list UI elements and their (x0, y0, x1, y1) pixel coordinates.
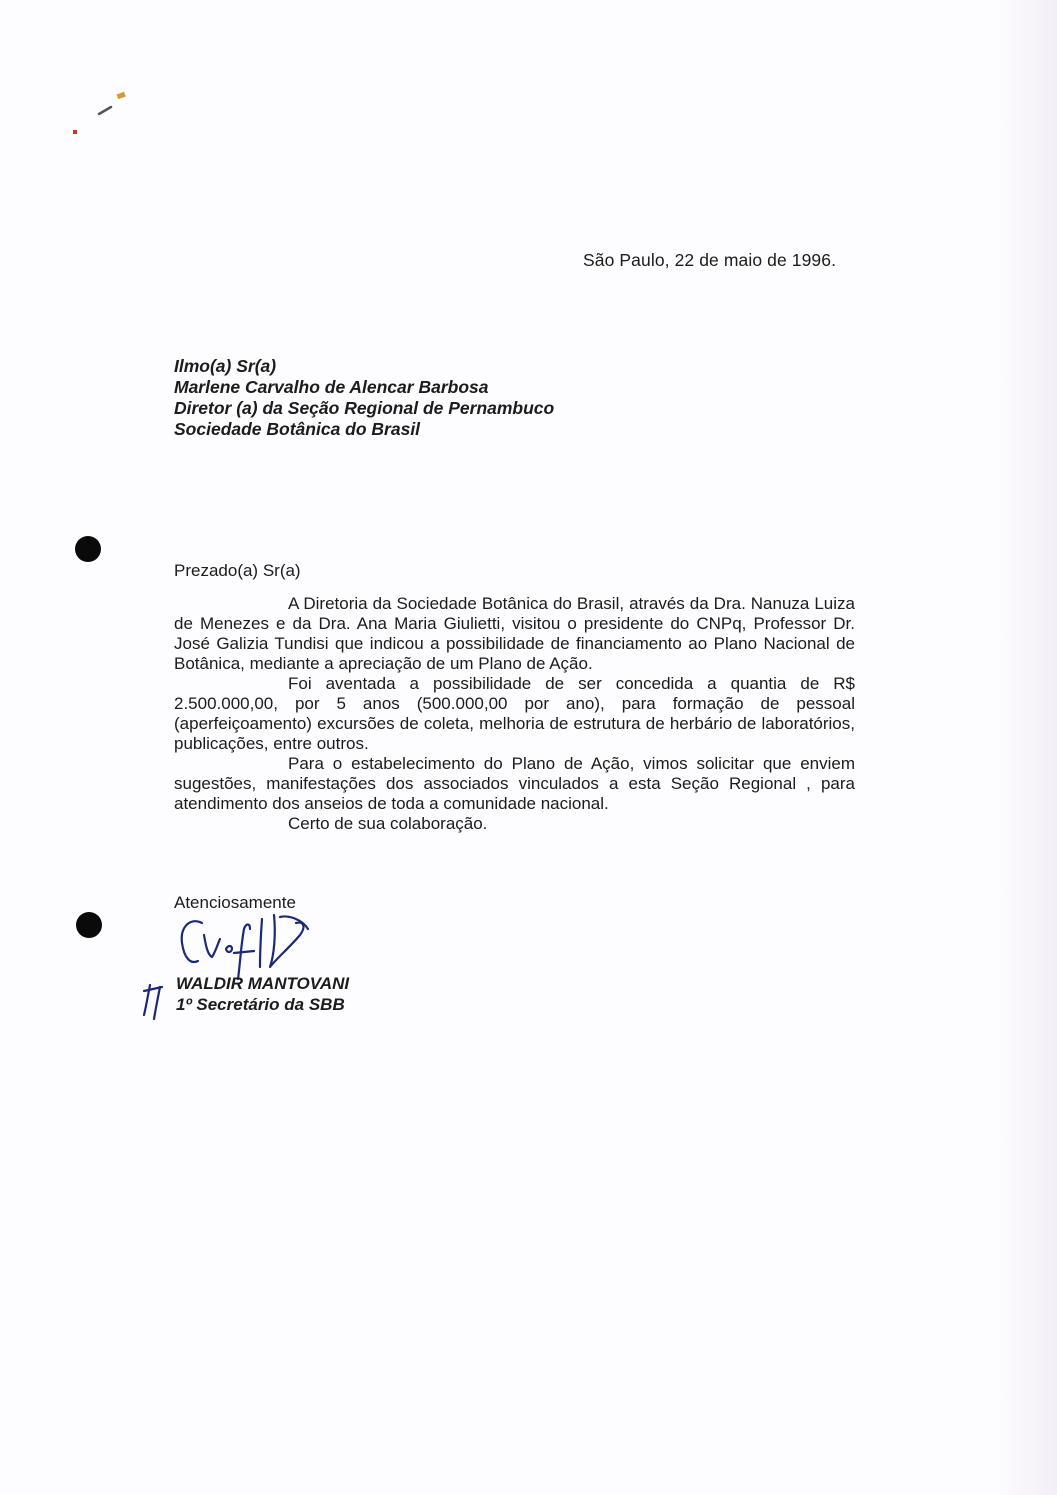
greeting: Prezado(a) Sr(a) (174, 561, 301, 580)
letter-body (174, 594, 855, 834)
punch-hole-bottom (76, 912, 102, 938)
recipient-block (174, 356, 554, 440)
paragraph-2: Foi aventada a possibilidade de ser concedida a quantia de R$ 2.500.000,00, por 5 anos (500.000,00 por ano), para formação de pessoal (aperfeiçoamento) excursões de coleta, melhoria de estrutura de herbário de laboratórios, publicações, entre outros. (174, 674, 855, 753)
signatory-name: WALDIR MANTOVANI (176, 974, 350, 993)
recipient-organization: Sociedade Botânica do Brasil (174, 419, 421, 439)
signatory-block (176, 973, 349, 1015)
paragraph-1: A Diretoria da Sociedade Botânica do Brasil, através da Dra. Nanuza Luiza de Menezes e da Dra. Ana Maria Giulietti, visitou o presidente do CNPq, Professor Dr. José Galizia Tundisi que indicou a possibilidade de financiamento ao Plano Nacional de Botânica, mediante a apreciação de um Plano de Ação. (174, 594, 855, 673)
date-line: São Paulo, 22 de maio de 1996. (583, 250, 837, 270)
signatory-title: 1º Secretário da SBB (176, 995, 345, 1014)
recipient-role: Diretor (a) da Seção Regional de Pernambuco (174, 398, 555, 418)
scan-specks (55, 80, 145, 150)
recipient-name: Marlene Carvalho de Alencar Barbosa (174, 377, 489, 397)
scan-edge-shading (997, 0, 1057, 1495)
paragraph-4: Certo de sua colaboração. (288, 814, 488, 833)
paragraph-3: Para o estabelecimento do Plano de Ação, vimos solicitar que enviem sugestões, manifestações dos associados vinculados a esta Seção Regional , para atendimento dos anseios de toda a comunidade nacional. (174, 754, 855, 813)
recipient-salutation: Ilmo(a) Sr(a) (174, 356, 277, 376)
closing-word: Atenciosamente (174, 893, 296, 912)
punch-hole-top (75, 536, 101, 562)
